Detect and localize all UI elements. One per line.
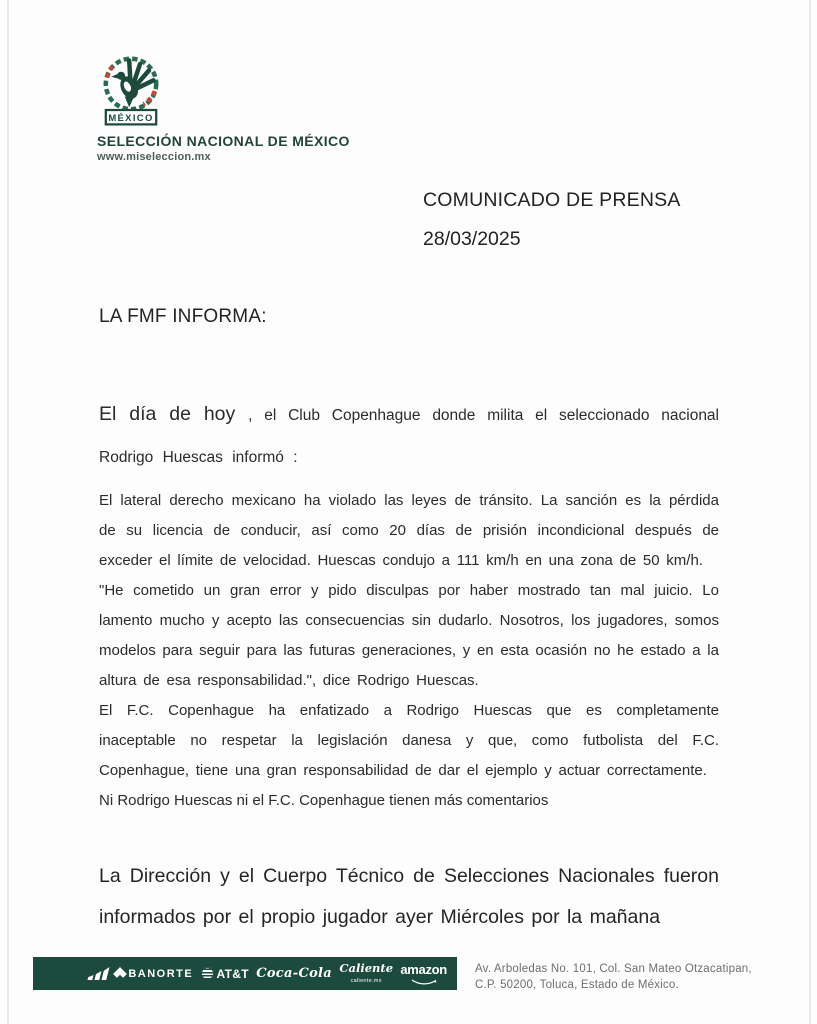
amazon-logo <box>400 963 447 985</box>
att-globe-icon <box>201 967 214 980</box>
crest-mexico-label: MÉXICO <box>108 112 154 124</box>
page-edge-right <box>809 0 811 1024</box>
address-line-1: Av. Arboledas No. 101, Col. San Mateo Otzacatipan, <box>475 963 752 975</box>
paragraph-club-statement: El F.C. Copenhague ha enfatizado a Rodrigo Huescas que es completamente inaceptable no respetar la legislación danesa y que, como futbolista del F.C. Copenhague, tiene una gran responsabilidad de dar el ejemplo y actuar correctamente. <box>99 702 719 779</box>
brand-title: SELECCIÓN NACIONAL DE MÉXICO <box>97 133 350 149</box>
caliente-url: caliente.mx <box>350 977 382 984</box>
intro-paragraph <box>99 393 719 479</box>
paragraph-quote: "He cometido un gran error y pido disculpas por haber mostrado tan mal juicio. Lo lamento mucho y acepto las consecuencias sin dudarlo. Nosotros, los jugadores, somos modelos para seguir para las futuras generaciones, y en esta ocasión no he estado a la altura de esa responsabilidad.", dice Rodrigo Huescas. <box>99 582 719 689</box>
address-line-2: C.P. 50200, Toluca, Estado de México. <box>475 979 679 991</box>
cocacola-logo: Coca-Cola <box>256 966 333 981</box>
fmf-crest-logo <box>95 46 167 134</box>
fmf-informa-heading: LA FMF INFORMA: <box>99 306 267 327</box>
release-title: COMUNICADO DE PRENSA <box>423 189 681 211</box>
intro-rest: , el Club Copenhague donde milita el seleccionado nacional Rodrigo Huescas informó : <box>99 406 719 466</box>
intro-lead: El día de hoy <box>99 402 249 425</box>
att-wordmark: AT&T <box>216 966 249 981</box>
banorte-wordmark: BANORTE <box>128 967 194 980</box>
adidas-stripe <box>87 975 93 980</box>
banorte-logo <box>115 968 193 980</box>
adidas-stripe <box>94 971 101 980</box>
sponsor-bar <box>33 957 457 990</box>
banorte-mark-icon <box>113 966 127 980</box>
paragraph-sanction: El lateral derecho mexicano ha violado las leyes de tránsito. La sanción es la pérdida de su licencia de conducir, así como 20 días de prisión incondicional después de exceder el límite de velocidad. Huescas condujo a 111 km/h en una zona de 50 km/h. <box>99 492 719 569</box>
att-logo <box>201 967 249 981</box>
adidas-stripe <box>101 967 109 980</box>
footer-address <box>475 961 752 993</box>
closing-paragraph: La Dirección y el Cuerpo Técnico de Selecciones Nacionales fueron informados por el propio jugador ayer Miércoles por la mañana <box>99 864 719 928</box>
paragraph-no-comments: Ni Rodrigo Huescas ni el F.C. Copenhague tienen más comentarios <box>99 792 549 809</box>
caliente-logo <box>339 963 393 984</box>
amazon-wordmark: amazon <box>400 961 447 977</box>
release-head <box>423 189 681 251</box>
amazon-smile-icon <box>411 979 437 985</box>
page-edge-left <box>7 0 9 1024</box>
mexico-eagle-crest-icon <box>95 46 167 129</box>
release-date: 28/03/2025 <box>423 228 521 250</box>
brand-url: www.miseleccion.mx <box>97 151 211 163</box>
body-paragraphs <box>99 486 719 816</box>
caliente-wordmark: Caliente <box>339 961 394 975</box>
adidas-logo-icon <box>87 967 109 980</box>
